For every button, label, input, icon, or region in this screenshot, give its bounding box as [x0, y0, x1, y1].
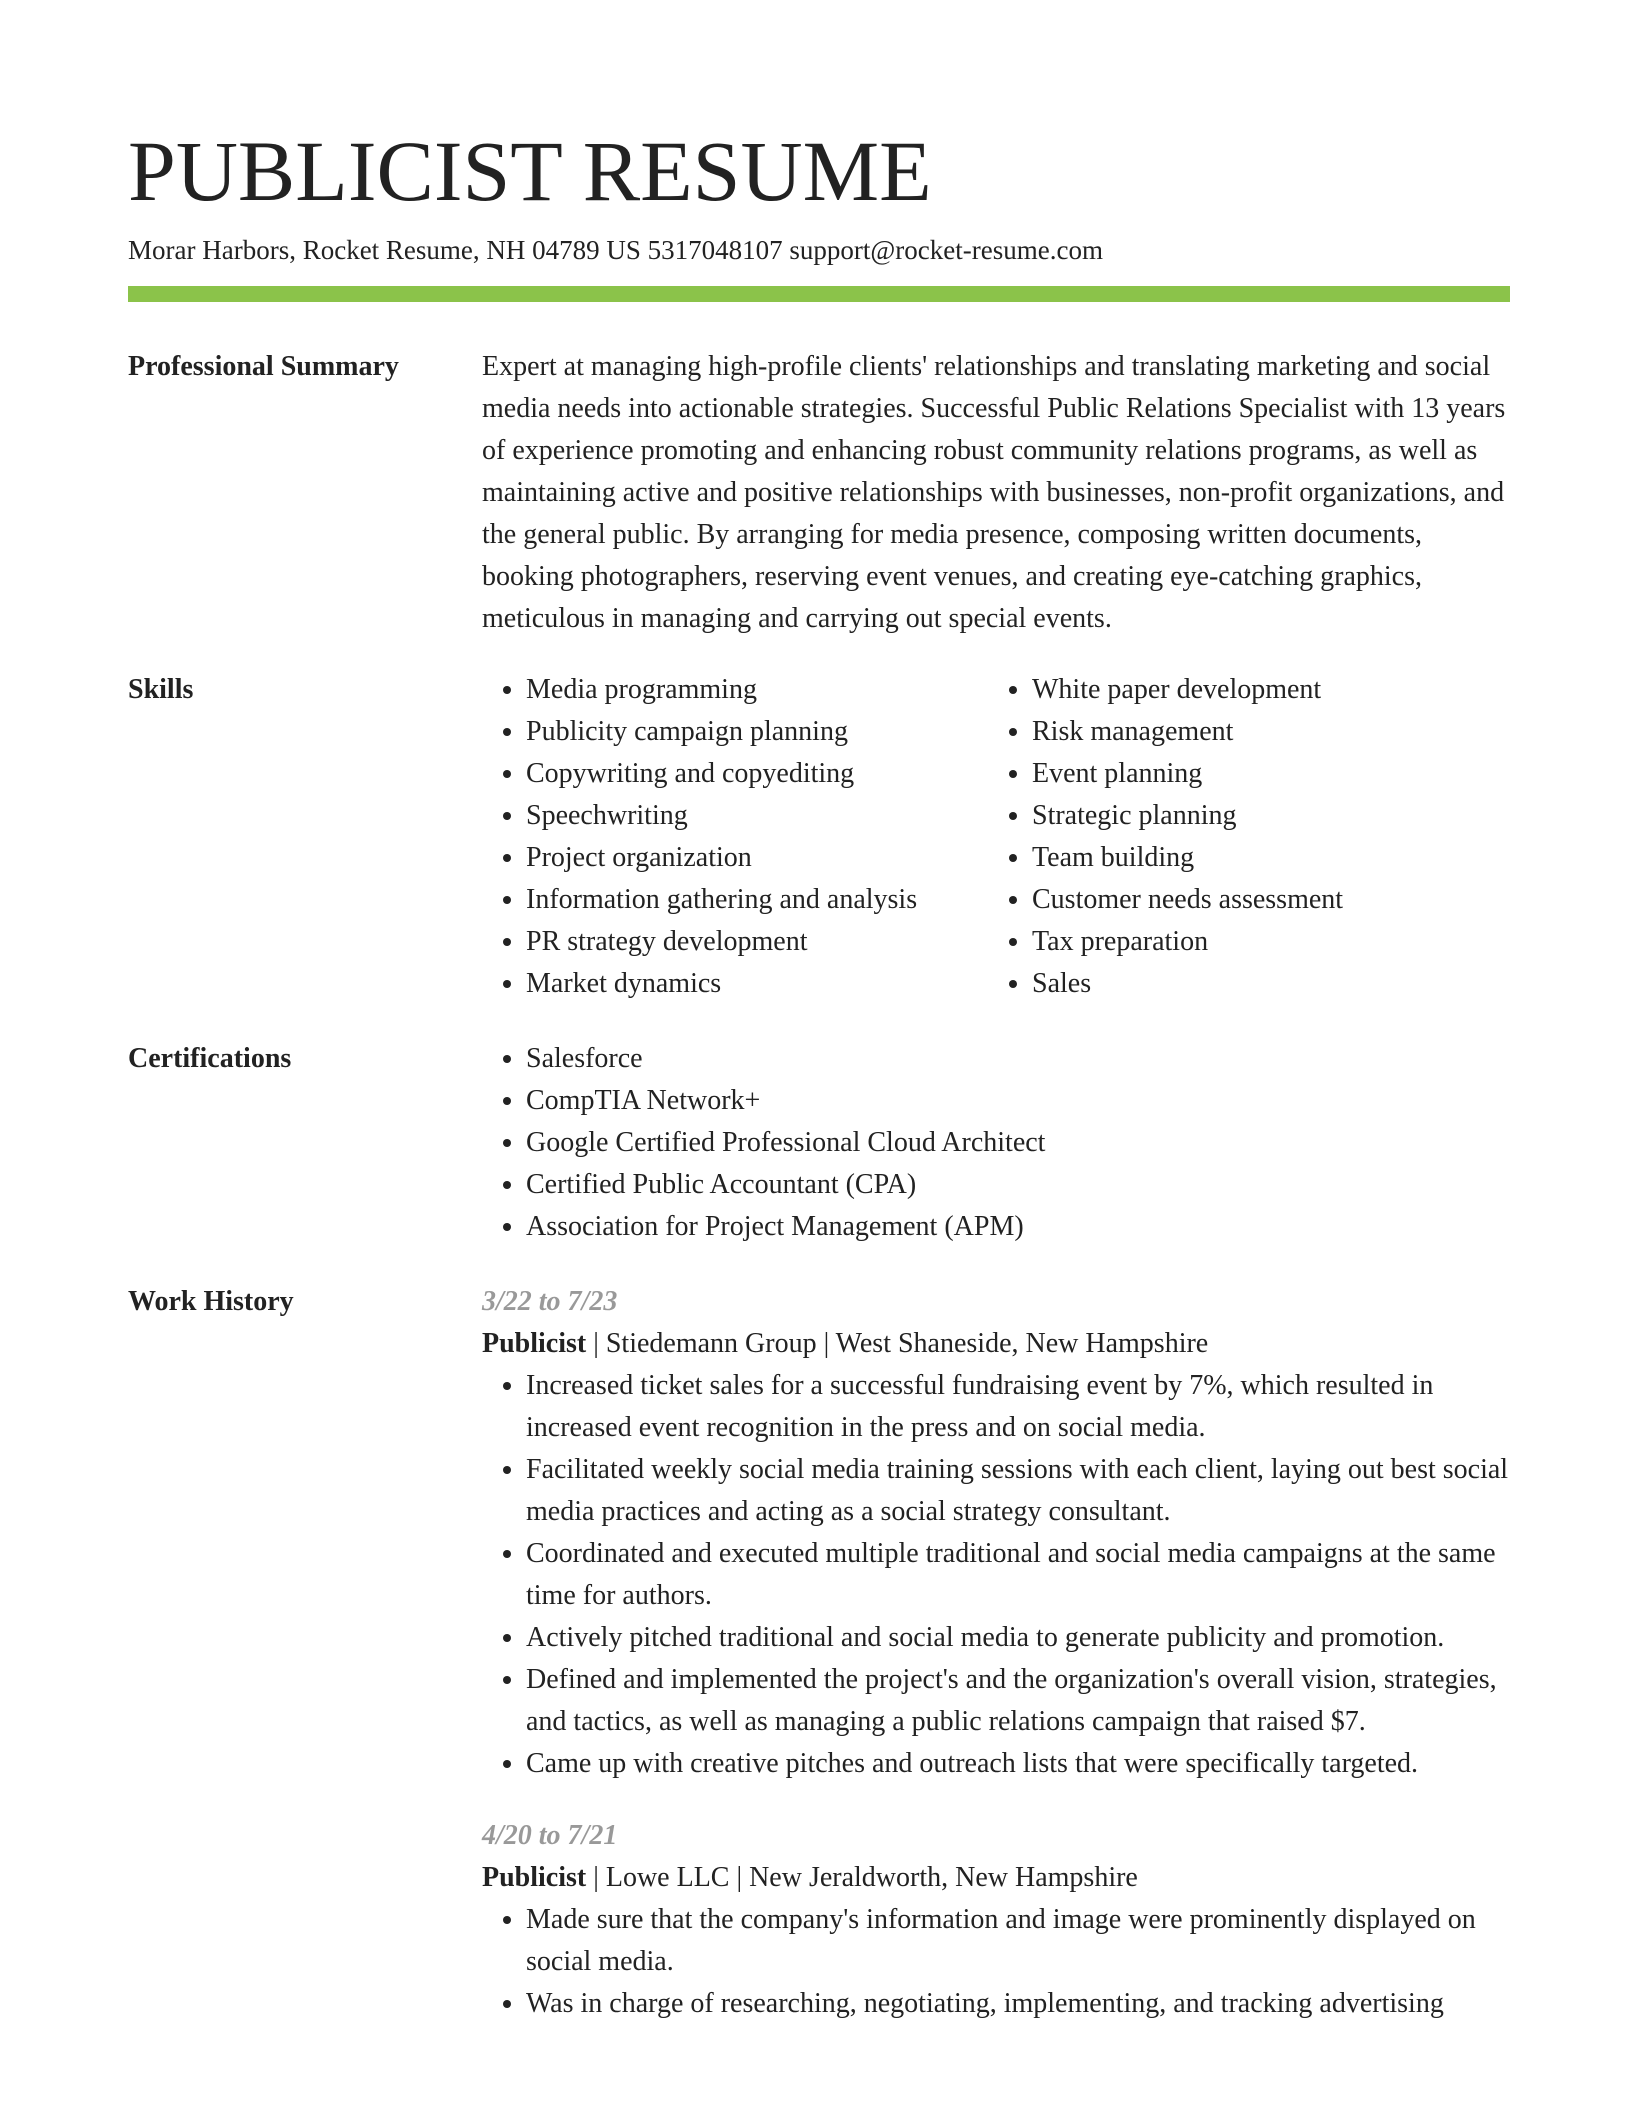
summary-text: Expert at managing high-profile clients' relationships and translating marketing and social media needs into actionable strategies. Successful Public Relations Specialist with 13 years of experience promoting and enhancing robust community relations programs, as well as maintaining active and positive relationships with businesses, non-profit organizations, and the general public. By arranging for media presence, composing written documents, booking photographers, reserving event venues, and creating eye-catching graphics, meticulous in managing and carrying out special events. — [482, 351, 1506, 634]
job-duty: • Defined and implemented the project's and the organization's overall vision, strategies, and tactics, as well as managing a public relations campaign that raised $7. — [526, 1659, 1510, 1743]
skill-item: • Media programming — [526, 669, 988, 711]
job-duty: • Came up with creative pitches and outreach lists that were specifically targeted. — [526, 1743, 1510, 1785]
summary-body — [482, 346, 1510, 640]
job-duty: • Increased ticket sales for a successful fundraising event by 7%, which resulted in increased event recognition in the press and on social media. — [526, 1365, 1510, 1449]
skill-item: • Market dynamics — [526, 963, 988, 1005]
skill-item: • PR strategy development — [526, 921, 988, 963]
job-employer-location: | Lowe LLC | New Jeraldworth, New Hampshire — [586, 1862, 1138, 1893]
skill-item: • Customer needs assessment — [1032, 879, 1502, 921]
skill-item: • Project organization — [526, 837, 988, 879]
job-title: Publicist — [482, 1862, 587, 1893]
skill-item: • Speechwriting — [526, 795, 988, 837]
certifications-heading: Certifications — [128, 1043, 292, 1074]
accent-divider — [128, 286, 1510, 302]
skill-item: • Sales — [1032, 963, 1502, 1005]
job-duty: • Coordinated and executed multiple traditional and social media campaigns at the same time for authors. — [526, 1533, 1510, 1617]
certification-item: • CompTIA Network+ — [526, 1080, 1510, 1122]
job-entry — [482, 1815, 1510, 2025]
skill-item: • Tax preparation — [1032, 921, 1502, 963]
certifications-body — [482, 1038, 1510, 1248]
job-employer-location: | Stiedemann Group | West Shaneside, New Hampshire — [586, 1328, 1209, 1359]
job-duties — [482, 1365, 1510, 1785]
job-entry — [482, 1281, 1510, 1785]
job-duty: • Was in charge of researching, negotiating, implementing, and tracking advertising — [526, 1983, 1510, 2025]
skills-column-1 — [482, 669, 988, 1005]
skill-item: • Event planning — [1032, 753, 1502, 795]
job-dates: 4/20 to 7/21 — [482, 1820, 618, 1851]
skill-item: • Information gathering and analysis — [526, 879, 988, 921]
certification-item: • Association for Project Management (APM) — [526, 1206, 1510, 1248]
job-header — [482, 1323, 1510, 1365]
skills-column-2 — [988, 669, 1502, 1005]
summary-heading: Professional Summary — [128, 351, 399, 382]
certification-item: • Google Certified Professional Cloud Architect — [526, 1122, 1510, 1164]
skill-item: • Strategic planning — [1032, 795, 1502, 837]
certification-item: • Certified Public Accountant (CPA) — [526, 1164, 1510, 1206]
skill-item: • White paper development — [1032, 669, 1502, 711]
job-title: Publicist — [482, 1328, 587, 1359]
work-history-body — [482, 1281, 1510, 2025]
job-duty: • Actively pitched traditional and social media to generate publicity and promotion. — [526, 1617, 1510, 1659]
job-duties — [482, 1899, 1510, 2025]
skill-item: • Publicity campaign planning — [526, 711, 988, 753]
skills-heading: Skills — [128, 674, 194, 705]
skill-item: • Team building — [1032, 837, 1502, 879]
job-duty: • Made sure that the company's information and image were prominently displayed on social media. — [526, 1899, 1510, 1983]
skills-body — [482, 669, 1510, 1005]
work-history-heading: Work History — [128, 1286, 294, 1317]
certification-item: • Salesforce — [526, 1038, 1510, 1080]
certifications-list — [482, 1038, 1510, 1248]
resume-title: PUBLICIST RESUME — [128, 123, 932, 219]
skill-item: • Copywriting and copyediting — [526, 753, 988, 795]
skill-item: • Risk management — [1032, 711, 1502, 753]
job-header — [482, 1857, 1510, 1899]
job-duty: • Facilitated weekly social media training sessions with each client, laying out best social media practices and acting as a social strategy consultant. — [526, 1449, 1510, 1533]
job-dates: 3/22 to 7/23 — [482, 1286, 618, 1317]
contact-line: Morar Harbors, Rocket Resume, NH 04789 US 5317048107 support@rocket-resume.com — [128, 235, 1103, 265]
